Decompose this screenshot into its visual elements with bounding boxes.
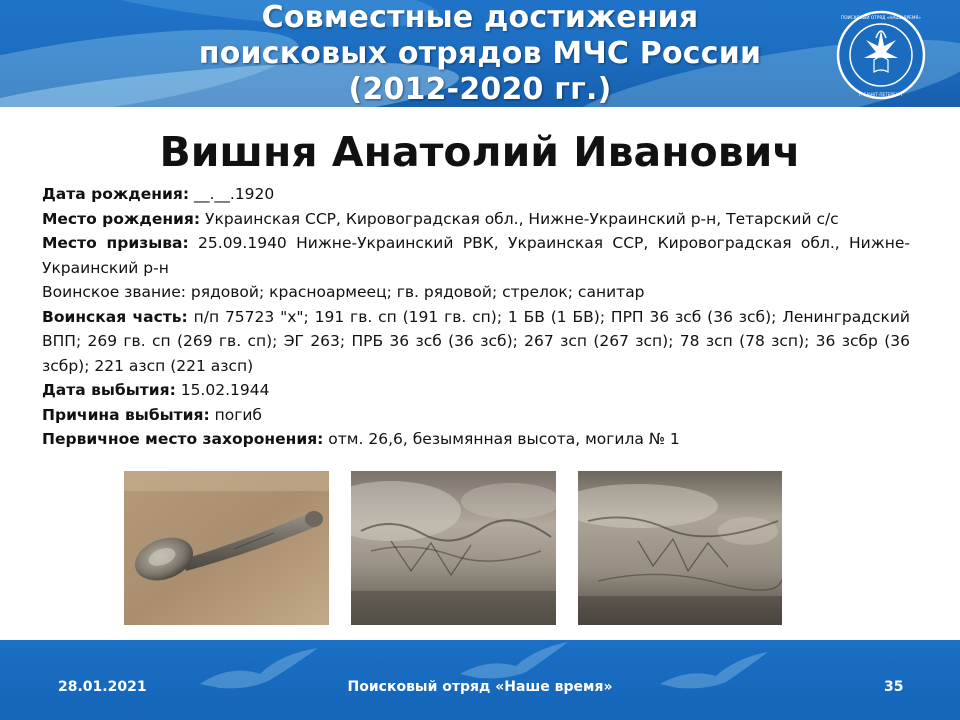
title-line: (2012-2020 гг.) bbox=[348, 72, 612, 107]
unit-value: п/п 75723 "х"; 191 гв. сп (191 гв. сп); 1 БВ (1 БВ); ПРП 36 зсб (36 зсб); Ленинградский ВПП; 269 гв. сп (269 гв. сп); ЭГ 263; ПРБ 36 зсб (36 зсб); 267 зсп (267 зсп); 78 зсп (78 зсп); 36 зсбр (36 зсбр); 221 азсп (221 азсп) bbox=[42, 307, 910, 375]
spoon-photo bbox=[124, 471, 329, 625]
draft-place-value: 25.09.1940 Нижне-Украинский РВК, Украинская ССР, Кировоградская обл., Нижне-Украинский р-н bbox=[42, 234, 910, 277]
slide-title bbox=[130, 0, 830, 107]
burial-row bbox=[42, 427, 910, 452]
spoon-engraving-photo-2 bbox=[578, 471, 782, 625]
draft-place-row bbox=[42, 231, 910, 280]
departure-reason-label: Причина выбытия: bbox=[42, 405, 210, 424]
birth-date-label: Дата рождения: bbox=[42, 185, 190, 203]
departure-reason-row bbox=[42, 403, 910, 428]
departure-date-row bbox=[42, 378, 910, 403]
footer-date: 28.01.2021 bbox=[58, 679, 147, 695]
footer-bar bbox=[0, 640, 960, 720]
departure-date-label: Дата выбытия: bbox=[42, 381, 176, 399]
svg-text:ПОИСКОВЫЙ ОТРЯД «НАШЕ ВРЕМЯ»: ПОИСКОВЫЙ ОТРЯД «НАШЕ ВРЕМЯ» bbox=[841, 15, 921, 20]
footer-org-name: Поисковый отряд «Наше время» bbox=[347, 679, 613, 695]
unit-row bbox=[42, 305, 910, 379]
svg-text:г. САНКТ-ПЕТЕРБУРГ: г. САНКТ-ПЕТЕРБУРГ bbox=[858, 92, 904, 97]
draft-place-label: Место призыва: bbox=[42, 234, 189, 252]
burial-value: отм. 26,6, безымянная высота, могила № 1 bbox=[328, 430, 680, 448]
birth-place-label: Место рождения: bbox=[42, 209, 201, 228]
birth-place-value: Украинская ССР, Кировоградская обл., Нижне-Украинский р-н, Тетарский с/с bbox=[205, 209, 839, 228]
page-number: 35 bbox=[884, 679, 904, 695]
birth-date-row bbox=[42, 182, 910, 207]
birth-place-row bbox=[42, 207, 910, 232]
person-info bbox=[42, 182, 910, 452]
departure-date-value: 15.02.1944 bbox=[180, 381, 270, 399]
header-banner bbox=[0, 0, 960, 107]
squad-emblem-logo bbox=[836, 10, 926, 100]
unit-label: Воинская часть: bbox=[42, 307, 188, 326]
rank-row: Воинское звание: рядовой; красноармеец; гв. рядовой; стрелок; санитар bbox=[42, 283, 645, 301]
title-line: Совместные достижения bbox=[261, 0, 699, 35]
spoon-engraving-photo-1 bbox=[351, 471, 556, 625]
title-line: поисковых отрядов МЧС России bbox=[198, 36, 762, 71]
burial-label: Первичное место захоронения: bbox=[42, 430, 324, 448]
person-name: Вишня Анатолий Иванович bbox=[159, 128, 801, 176]
departure-reason-value: погиб bbox=[214, 405, 262, 424]
birth-date-value: __.__.1920 bbox=[193, 185, 275, 203]
